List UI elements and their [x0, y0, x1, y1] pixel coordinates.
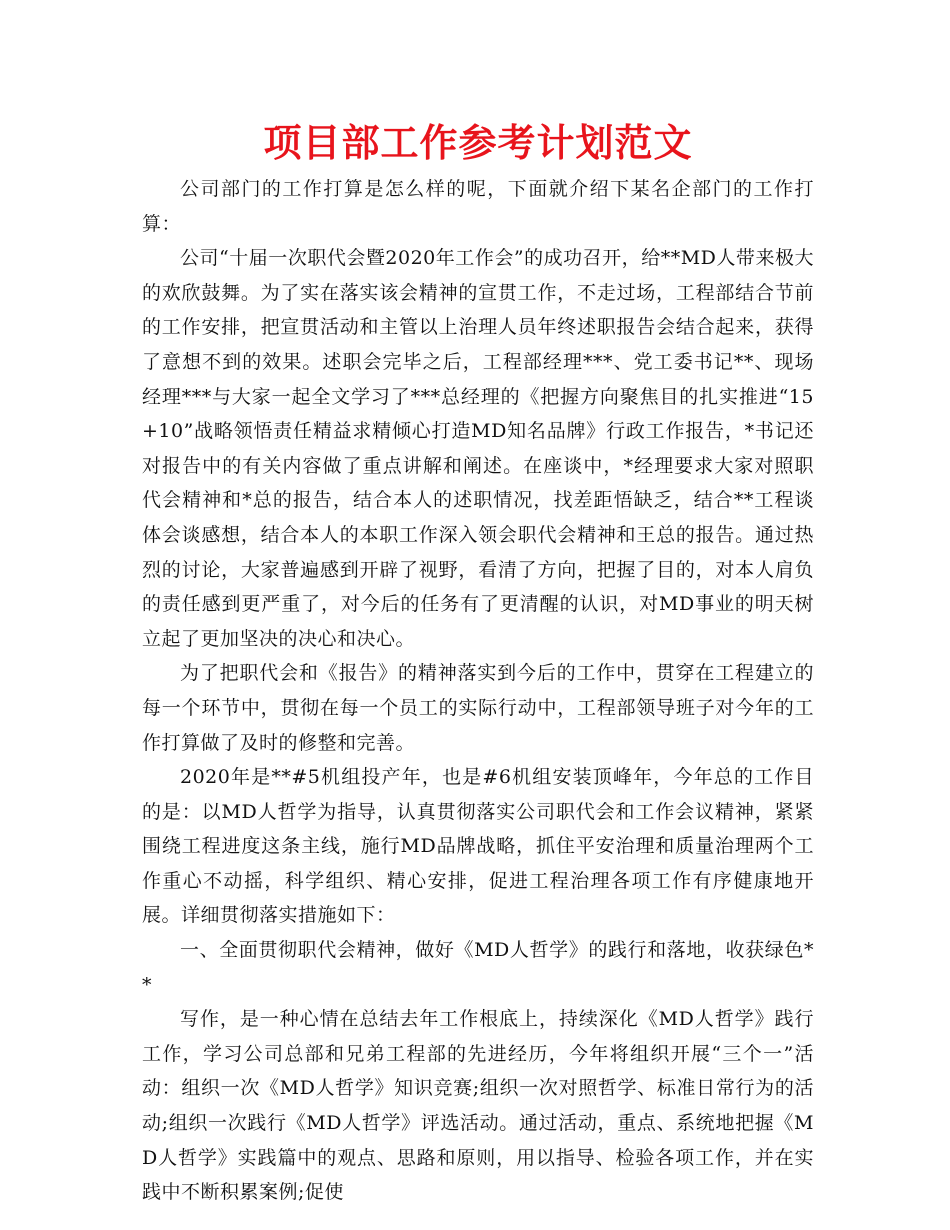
body-paragraph: 为了把职代会和《报告》的精神落实到今后的工作中，贯穿在工程建立的每一个环节中，贯彻在每一个员工的实际行动中，工程部领导班子对今年的工作打算做了及时的修整和完善。 [142, 662, 814, 754]
document-title: 项目部工作参考计划范文 [263, 121, 693, 165]
section-heading: 一、全面贯彻职代会精神，做好《MD人哲学》的践行和落地，收获绿色** [142, 939, 814, 996]
body-paragraph: 写作，是一种心情在总结去年工作根底上，持续深化《MD人哲学》践行工作，学习公司总部和兄弟工程部的先进经历，今年将组织开展“三个一”活动：组织一次《MD人哲学》知识竞赛;组织一次对照哲学、标准日常行为的活动;组织一次践行《MD人哲学》评选活动。通过活动，重点、系统地把握《MD人哲学》实践篇中的观点、思路和原则，用以指导、检验各项工作，并在实践中不断积累案例;促使 [142, 1008, 814, 1204]
intro-paragraph: 公司部门的工作打算是怎么样的呢，下面就介绍下某名企部门的工作打算： [142, 178, 814, 235]
body-paragraph: 2020年是**#5机组投产年，也是#6机组安装顶峰年，今年总的工作目的是：以MD人哲学为指导，认真贯彻落实公司职代会和工作会议精神，紧紧围绕工程进度这条主线，施行MD品牌战略，抓住平安治理和质量治理两个工作重心不动摇，科学组织、精心安排，促进工程治理各项工作有序健康地开展。详细贯彻落实措施如下： [142, 766, 814, 927]
body-paragraph: 公司“十届一次职代会暨2020年工作会”的成功召开，给**MD人带来极大的欢欣鼓舞。为了实在落实该会精神的宣贯工作，不走过场，工程部结合节前的工作安排，把宣贯活动和主管以上治理人员年终述职报告会结合起来，获得了意想不到的效果。述职会完毕之后，工程部经理***、党工委书记**、现场经理***与大家一起全文学习了***总经理的《把握方向聚焦目的扎实推进“15+10”战略领悟责任精益求精倾心打造MD知名品牌》行政工作报告，*书记还对报告中的有关内容做了重点讲解和阐述。在座谈中，*经理要求大家对照职代会精神和*总的报告，结合本人的述职情况，找差距悟缺乏，结合**工程谈体会谈感想，结合本人的本职工作深入领会职代会精神和王总的报告。通过热烈的讨论，大家普遍感到开辟了视野，看清了方向，把握了目的，对本人肩负的责任感到更严重了，对今后的任务有了更清醒的认识，对MD事业的明天树立起了更加坚决的决心和决心。 [142, 247, 814, 650]
